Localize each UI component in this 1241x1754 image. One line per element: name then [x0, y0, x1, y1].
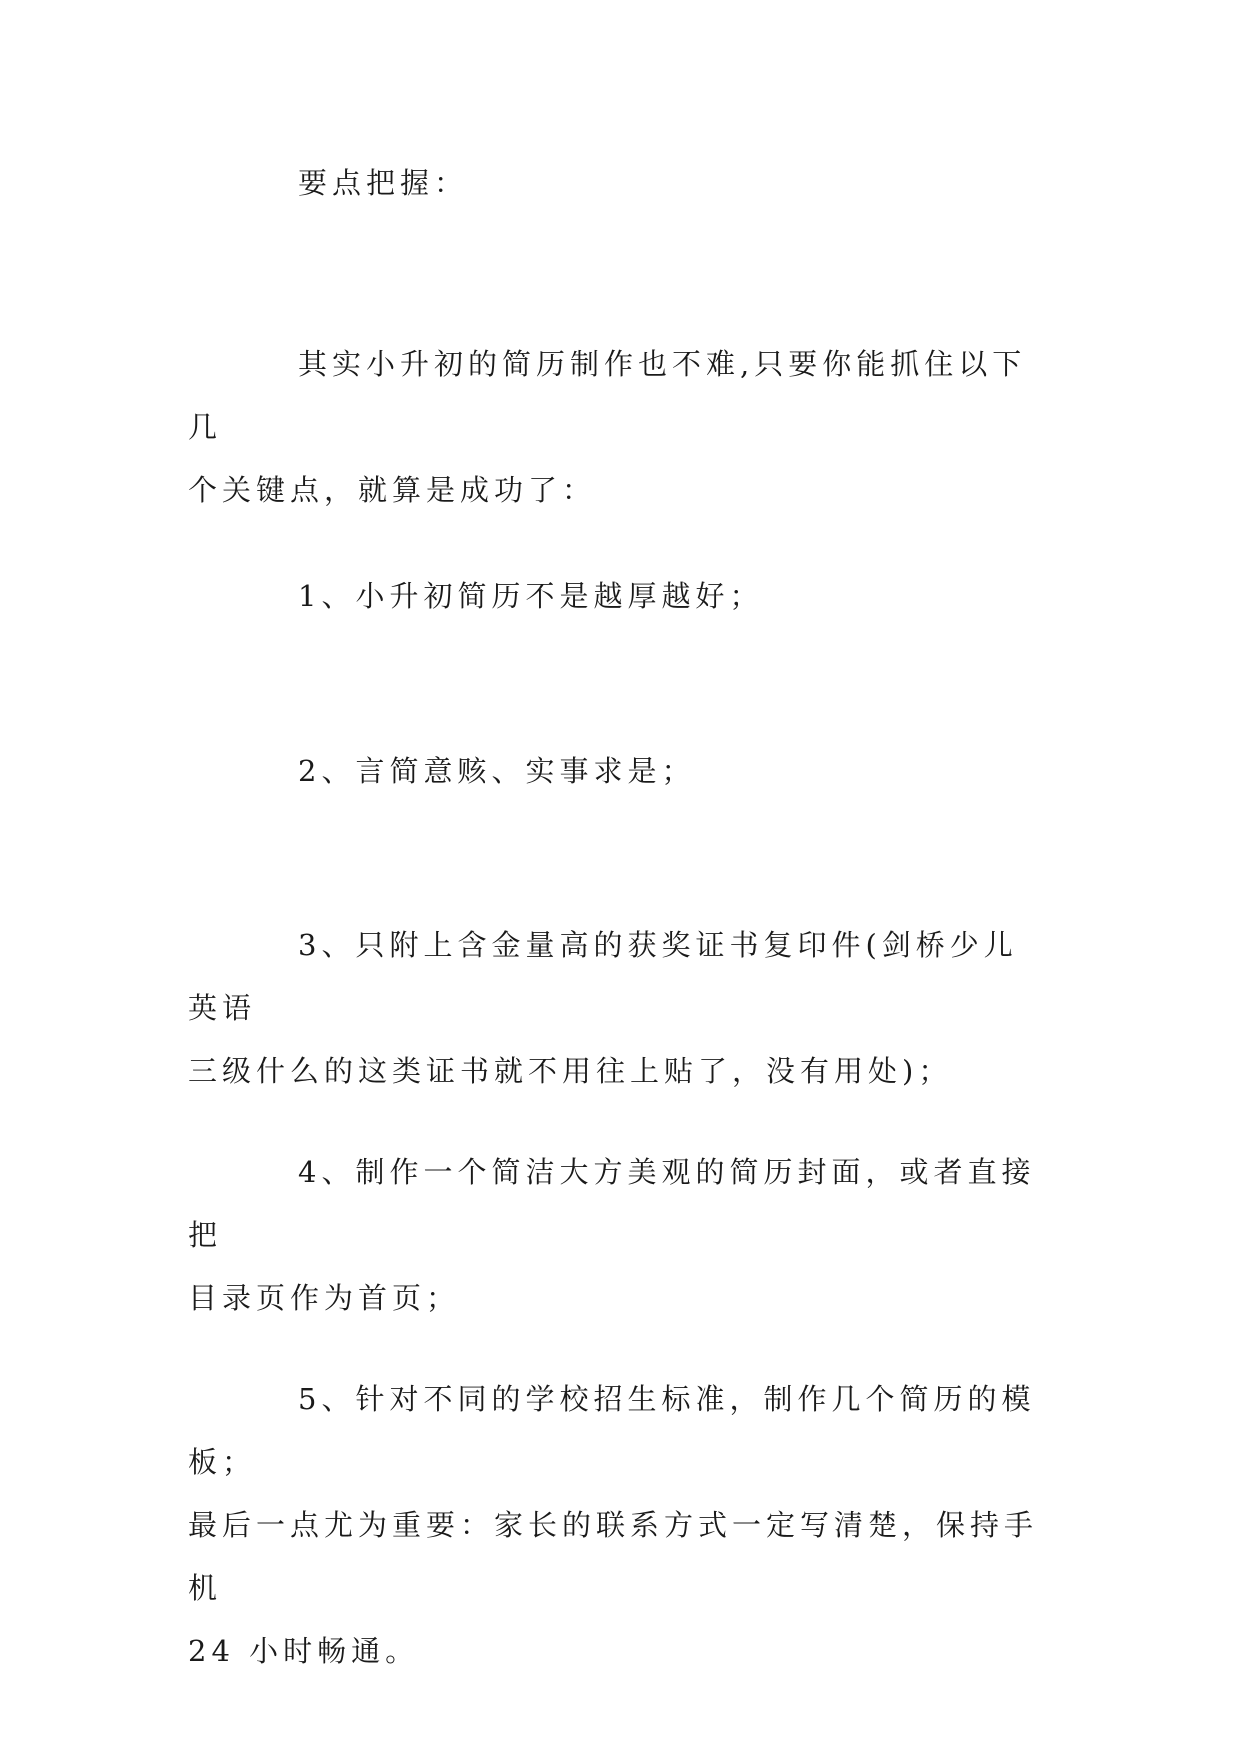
paragraph-line: 要点把握：	[298, 166, 469, 200]
intro-paragraph	[188, 333, 1048, 522]
paragraph-line: 2、言简意赅、实事求是；	[298, 754, 696, 788]
point-1	[188, 565, 1048, 628]
paragraph-line: 三级什么的这类证书就不用往上贴了，没有用处)；	[188, 1054, 953, 1088]
point-4	[188, 1141, 1048, 1330]
paragraph-line: 1、小升初简历不是越厚越好；	[298, 579, 764, 613]
paragraph-line: 最后一点尤为重要：家长的联系方式一定写清楚，保持手机	[188, 1508, 1039, 1605]
heading-key-points	[188, 152, 1048, 215]
paragraph-line: 5、针对不同的学校招生标准，制作几个简历的模板；	[188, 1382, 1036, 1479]
paragraph-line: 个关键点，就算是成功了：	[188, 473, 597, 507]
paragraph-line: 目录页作为首页；	[188, 1281, 461, 1315]
point-3	[188, 914, 1048, 1103]
paragraph-line: 4、制作一个简洁大方美观的简历封面，或者直接把	[188, 1155, 1036, 1252]
paragraph-line: 3、只附上含金量高的获奖证书复印件(剑桥少儿英语	[188, 928, 1018, 1025]
paragraph-line: 24 小时畅通。	[188, 1634, 420, 1668]
paragraph-line: 其实小升初的简历制作也不难,只要你能抓住以下几	[188, 347, 1027, 444]
point-5	[188, 1368, 1048, 1683]
point-2	[188, 740, 1048, 803]
